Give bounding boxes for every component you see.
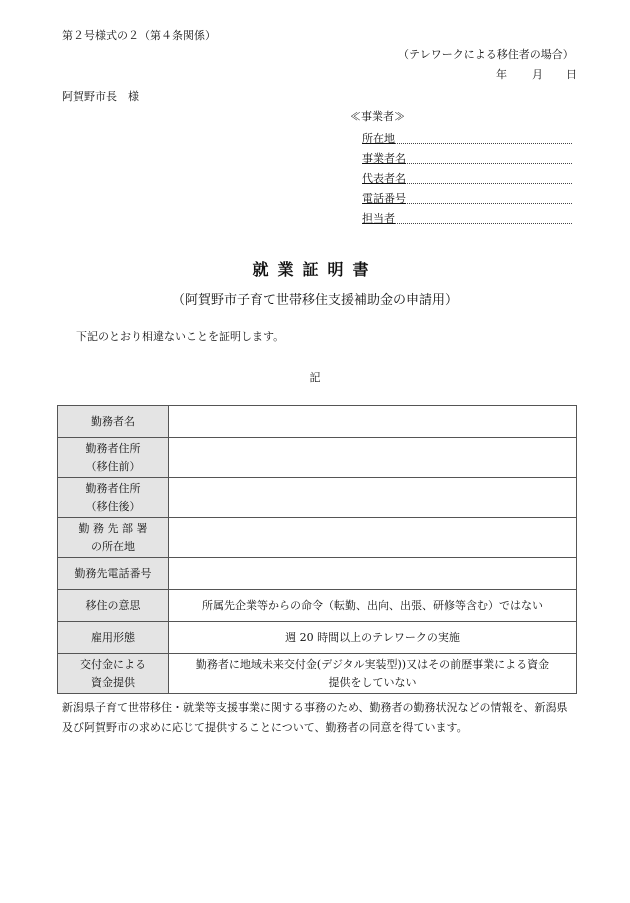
- business-field-address[interactable]: [362, 127, 572, 144]
- row-label: 勤務者住所 （移住後）: [58, 478, 169, 518]
- address-after-field[interactable]: [169, 478, 577, 518]
- worker-name-field[interactable]: [169, 406, 577, 438]
- row-label: 勤務者住所 （移住前）: [58, 438, 169, 478]
- business-field-contact-person[interactable]: [362, 207, 572, 224]
- row-value: 勤務者に地域未来交付金(デジタル実装型))又はその前歴事業による資金 提供をしていない: [169, 654, 577, 694]
- business-field-label: 事業者名: [362, 152, 406, 165]
- intro-text: 下記のとおり相違ないことを証明します。: [76, 330, 285, 343]
- addressee: 阿賀野市長 様: [62, 90, 139, 103]
- business-field-phone[interactable]: [362, 187, 572, 204]
- address-before-field[interactable]: [169, 438, 577, 478]
- business-field-label: 電話番号: [362, 192, 406, 205]
- table-row: [58, 590, 577, 622]
- business-field-label: 代表者名: [362, 172, 406, 185]
- table-row: [58, 406, 577, 438]
- row-label: 移住の意思: [58, 590, 169, 622]
- row-label: 雇用形態: [58, 622, 169, 654]
- date-year-label: 年: [496, 68, 507, 81]
- case-note: （テレワークによる移住者の場合）: [398, 48, 574, 61]
- business-field-representative[interactable]: [362, 167, 572, 184]
- form-number: 第２号様式の２（第４条関係）: [62, 29, 216, 42]
- business-field-label: 担当者: [362, 212, 395, 225]
- business-field-company-name[interactable]: [362, 147, 572, 164]
- date-day-label: 日: [566, 68, 577, 81]
- business-field-label: 所在地: [362, 132, 395, 145]
- date-month-label: 月: [532, 68, 543, 81]
- table-row: [58, 654, 577, 694]
- row-label: 勤 務 先 部 署 の所在地: [58, 518, 169, 558]
- table-row: [58, 478, 577, 518]
- row-value: 週 20 時間以上のテレワークの実施: [169, 622, 577, 654]
- workplace-phone-field[interactable]: [169, 558, 577, 590]
- table-row: [58, 438, 577, 478]
- table-row: [58, 518, 577, 558]
- workplace-address-field[interactable]: [169, 518, 577, 558]
- row-value: 所属先企業等からの命令（転勤、出向、出張、研修等含む）ではない: [169, 590, 577, 622]
- business-heading: ≪事業者≫: [350, 110, 405, 123]
- document-title: 就業証明書: [252, 260, 378, 279]
- ki-heading: 記: [309, 371, 321, 384]
- table-row: [58, 622, 577, 654]
- row-label: 勤務者名: [58, 406, 169, 438]
- consent-note: 新潟県子育て世帯移住・就業等支援事業に関する事務のため、勤務者の勤務状況などの情報を、新潟県及び阿賀野市の求めに応じて提供することについて、勤務者の同意を得ています。: [62, 701, 568, 734]
- document-subtitle: （阿賀野市子育て世帯移住支援補助金の申請用）: [171, 293, 458, 308]
- row-label: 交付金による 資金提供: [58, 654, 169, 694]
- employment-table: [57, 405, 577, 694]
- row-label: 勤務先電話番号: [58, 558, 169, 590]
- table-row: [58, 558, 577, 590]
